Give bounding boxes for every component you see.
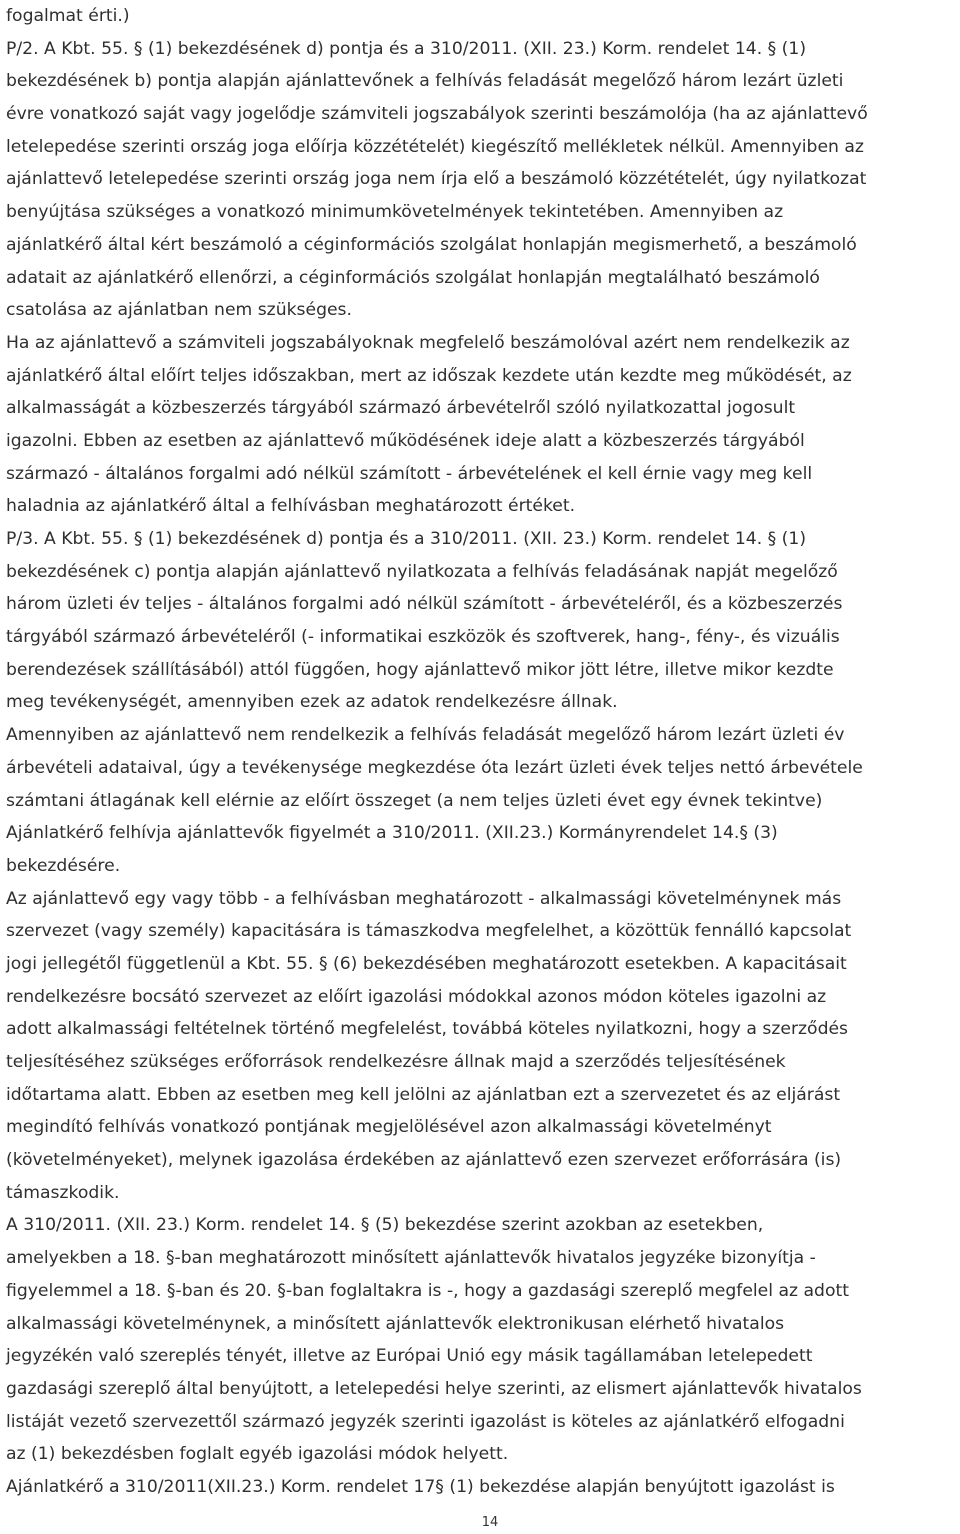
text-line: Ajánlatkérő felhívja ajánlattevők figyelmét a 310/2011. (XII.23.) Kormányrendelet 14.§ (3) [6, 823, 778, 844]
text-line: Az ajánlattevő egy vagy több - a felhívásban meghatározott - alkalmassági követelménynek más [6, 888, 842, 909]
text-line: teljesítéséhez szükséges erőforrások rendelkezésre állnak majd a szerződés teljesítésének [6, 1052, 786, 1072]
text-line: gazdasági szereplő által benyújtott, a letelepedési helye szerinti, az elismert ajánlattevők hivatalos [6, 1378, 862, 1399]
text-line: P/3. A Kbt. 55. § (1) bekezdésének d) pontja és a 310/2011. (XII. 23.) Korm. rendelet 14. § (1) [6, 529, 807, 549]
text-line: berendezések szállításából) attól függően, hogy ajánlattevő mikor jött létre, illetve mikor kezdte [6, 659, 834, 680]
text-line: ajánlattevő letelepedése szerinti ország joga nem írja elő a beszámoló közzétételét, úgy nyilatkozat [6, 169, 867, 190]
text-line: listáját vezető szervezettől származó jegyzék szerinti igazolást is köteles az ajánlatkérő elfogadni [6, 1411, 845, 1432]
text-line: rendelkezésre bocsátó szervezet az előírt igazolási módokkal azonos módon köteles igazolni az [6, 986, 827, 1007]
text-line: benyújtása szükséges a vonatkozó minimumkövetelmények tekintetében. Amennyiben az [6, 202, 784, 223]
text-line: számtani átlagának kell elérnie az előírt összeget (a nem teljes üzleti évet egy évnek tekintve) [6, 790, 823, 811]
document-body [6, 0, 956, 1504]
text-line: adatait az ajánlatkérő ellenőrzi, a céginformációs szolgálat honlapján megtalálható beszámoló [6, 267, 820, 288]
text-line: szervezet (vagy személy) kapacitására is támaszkodva megfelelhet, a közöttük fennálló kapcsolat [6, 921, 852, 942]
text-line: jegyzékén való szereplés tényét, illetve az Európai Unió egy másik tagállamában letelepedett [6, 1346, 813, 1367]
text-line: letelepedése szerinti ország joga előírja közzétételét) kiegészítő mellékletek nélkül. Amennyiben az [6, 136, 864, 157]
text-line: Amennyiben az ajánlattevő nem rendelkezik a felhívás feladását megelőző három lezárt üzleti év [6, 725, 845, 746]
text-line: bekezdésének b) pontja alapján ajánlattevőnek a felhívás feladását megelőző három lezárt üzleti [6, 71, 844, 92]
text-line: Ha az ajánlattevő a számviteli jogszabályoknak megfelelő beszámolóval azért nem rendelkezik az [6, 332, 850, 353]
text-line: megindító felhívás vonatkozó pontjának megjelölésével azon alkalmassági követelményt [6, 1117, 772, 1138]
text-line: bekezdésére. [6, 855, 121, 876]
text-line: A 310/2011. (XII. 23.) Korm. rendelet 14. § (5) bekezdése szerint azokban az esetekben, [6, 1215, 764, 1236]
text-line: három üzleti év teljes - általános forgalmi adó nélkül számított - árbevételéről, és a közbeszerzés [6, 594, 843, 615]
text-line: fogalmat érti.) [6, 6, 130, 26]
text-line: évre vonatkozó saját vagy jogelődje számviteli jogszabályok szerinti beszámolója (ha az ajánlattevő [6, 104, 868, 125]
text-line: tárgyából származó árbevételéről (- informatikai eszközök és szoftverek, hang-, fény-, és vizuális [6, 627, 840, 648]
text-line: támaszkodik. [6, 1182, 120, 1203]
text-line: Ajánlatkérő a 310/2011(XII.23.) Korm. rendelet 17§ (1) bekezdése alapján benyújtott igazolást is [6, 1476, 835, 1497]
text-line: ajánlatkérő által előírt teljes időszakban, mert az időszak kezdete után kezdte meg működését, az [6, 365, 852, 386]
text-line: származó - általános forgalmi adó nélkül számított - árbevételének el kell érnie vagy meg kell [6, 463, 813, 484]
text-line: bekezdésének c) pontja alapján ajánlattevő nyilatkozata a felhívás feladásának napját megelőző [6, 561, 838, 582]
text-line: meg tevékenységét, amennyiben ezek az adatok rendelkezésre állnak. [6, 692, 618, 713]
text-line: alkalmasságát a közbeszerzés tárgyából származó árbevételről szóló nyilatkozattal jogosult [6, 398, 796, 419]
text-line: időtartama alatt. Ebben az esetben meg kell jelölni az ajánlatban ezt a szervezetet és az eljárást [6, 1084, 841, 1105]
text-line: árbevételi adataival, úgy a tevékenysége megkezdése óta lezárt üzleti évek teljes nettó árbevétele [6, 757, 863, 778]
page-number: 14 [481, 1515, 499, 1530]
text-line: adott alkalmassági feltételnek történő megfelelést, továbbá köteles nyilatkozni, hogy a szerződés [6, 1019, 849, 1040]
text-line: alkalmassági követelménynek, a minősített ajánlattevők elektronikusan elérhető hivatalos [6, 1313, 785, 1334]
text-line: haladnia az ajánlatkérő által a felhívásban meghatározott értéket. [6, 496, 576, 517]
text-line: (követelményeket), melynek igazolása érdekében az ajánlattevő ezen szervezet erőforrására (is) [6, 1150, 842, 1171]
text-line: ajánlatkérő által kért beszámoló a céginformációs szolgálat honlapján megismerhető, a beszámoló [6, 234, 857, 255]
text-line: figyelemmel a 18. §-ban és 20. §-ban foglaltakra is -, hogy a gazdasági szereplő megfelel az adott [6, 1280, 849, 1301]
text-line: jogi jellegétől függetlenül a Kbt. 55. § (6) bekezdésében meghatározott esetekben. A kapacitásait [6, 953, 847, 974]
text-line: amelyekben a 18. §-ban meghatározott minősített ajánlattevők hivatalos jegyzéke bizonyítja - [6, 1248, 816, 1269]
text-line: az (1) bekezdésben foglalt egyéb igazolási módok helyett. [6, 1444, 509, 1465]
text-line: P/2. A Kbt. 55. § (1) bekezdésének d) pontja és a 310/2011. (XII. 23.) Korm. rendelet 14. § (1) [6, 38, 807, 59]
text-line: csatolása az ajánlatban nem szükséges. [6, 300, 352, 321]
text-line: igazolni. Ebben az esetben az ajánlattevő működésének ideje alatt a közbeszerzés tárgyából [6, 430, 805, 451]
